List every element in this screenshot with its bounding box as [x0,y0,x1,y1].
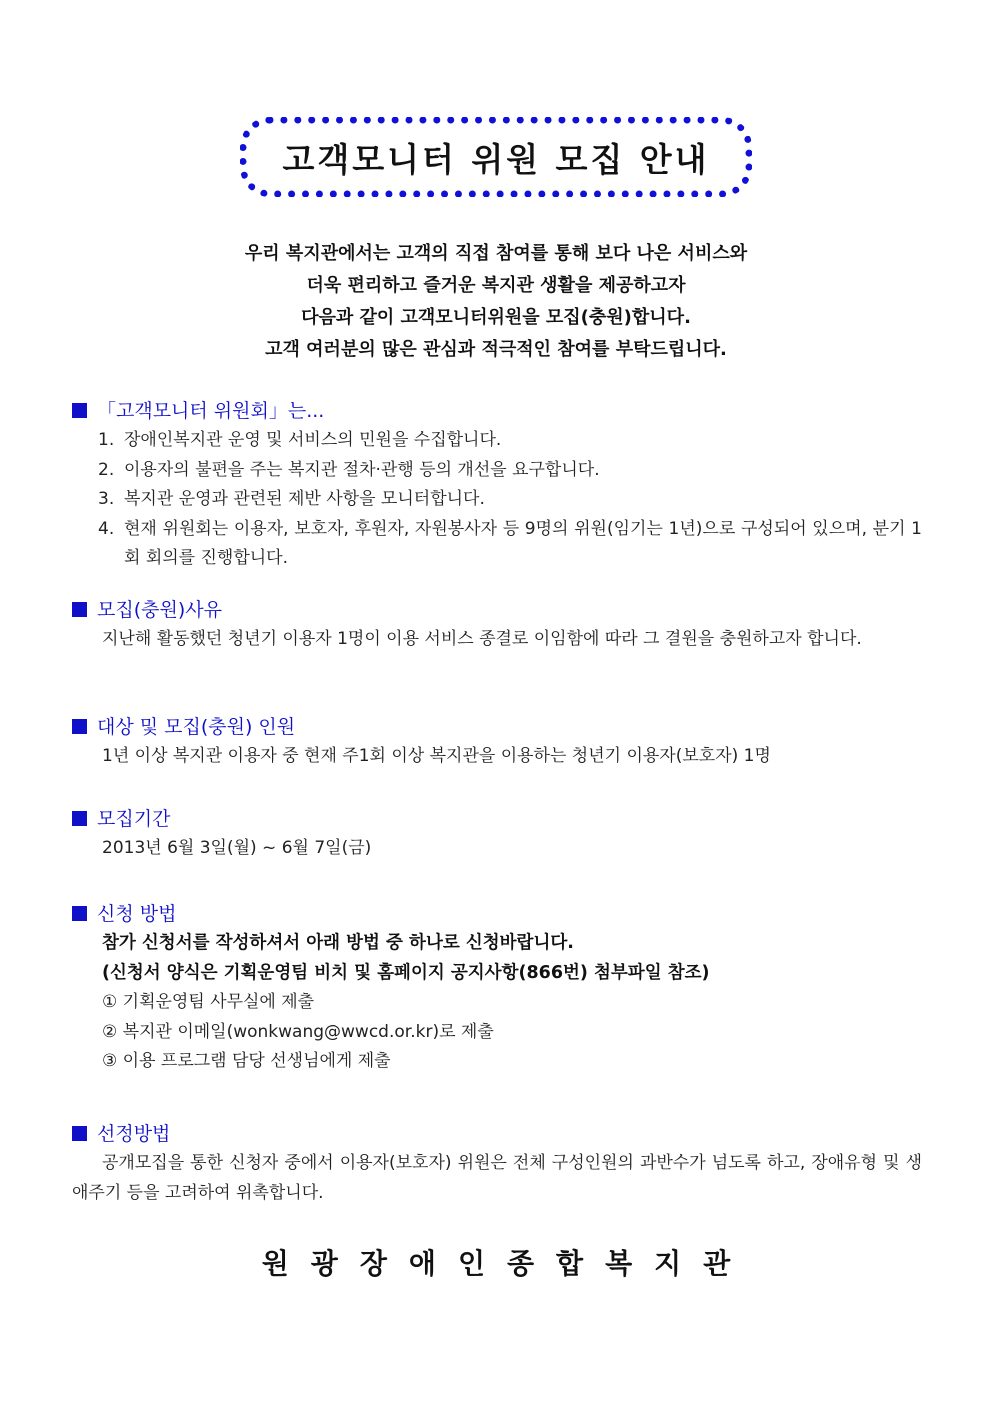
intro-line: 더욱 편리하고 즐거운 복지관 생활을 제공하고자 [306,275,686,296]
organization-name: 원광장애인종합복지관 [261,1247,753,1280]
square-bullet-icon [72,811,87,826]
list-item: 3. 복지관 운영과 관련된 제반 사항을 모니터합니다. [98,489,485,509]
selection-section [72,1119,922,1208]
method-option: ② 복지관 이메일(wonkwang@wwcd.or.kr)로 제출 [102,1021,494,1042]
page-title: 고객모니터 위원 모집 안내 [282,139,710,179]
section-heading: 선정방법 [72,1119,922,1149]
square-bullet-icon [72,719,87,734]
target-section [72,712,922,772]
committee-section [72,396,922,574]
section-heading: 모집기간 [72,804,922,834]
section-text: 2013년 6월 3일(월) ~ 6월 7일(금) [102,838,372,858]
list-item: 1. 장애인복지관 운영 및 서비스의 민원을 수집합니다. [98,430,502,450]
section-text: 1년 이상 복지관 이용자 중 현재 주1회 이상 복지관을 이용하는 청년기 이용자(보호자) 1명 [102,746,771,766]
section-heading: 신청 방법 [72,899,922,929]
intro-line: 다음과 같이 고객모니터위원을 모집(충원)합니다. [301,307,691,328]
period-section [72,804,922,864]
square-bullet-icon [72,403,87,418]
method-instruction: 참가 신청서를 작성하셔서 아래 방법 중 하나로 신청바랍니다. [102,933,574,953]
section-text: 지난해 활동했던 청년기 이용자 1명이 이용 서비스 종결로 이임함에 따라 그 결원을 충원하고자 합니다. [102,629,862,649]
list-item: 4. 현재 위원회는 이용자, 보호자, 후원자, 자원봉사자 등 9명의 위원(임기는 1년)으로 구성되어 있으며, 분기 1회 회의를 진행합니다. [98,518,922,568]
method-option: ① 기획운영팀 사무실에 제출 [102,992,315,1012]
method-note: (신청서 양식은 기획운영팀 비치 및 홈페이지 공지사항(866번) 첨부파일 참조) [102,962,710,983]
intro-paragraph [0,238,992,366]
section-heading: 「고객모니터 위원회」는... [72,396,922,426]
section-text: 공개모집을 통한 신청자 중에서 이용자(보호자) 위원은 전체 구성인원의 과반수가 넘도록 하고, 장애유형 및 생애주기 등을 고려하여 위촉합니다. [72,1153,922,1203]
method-option: ③ 이용 프로그램 담당 선생님에게 제출 [102,1051,391,1071]
square-bullet-icon [72,1126,87,1141]
reason-section [72,595,922,655]
list-item: 2. 이용자의 불편을 주는 복지관 절차·관행 등의 개선을 요구합니다. [98,459,600,480]
intro-line: 고객 여러분의 많은 관심과 적극적인 참여를 부탁드립니다. [265,339,727,360]
method-section [72,899,922,1077]
title-box [240,117,752,197]
square-bullet-icon [72,602,87,617]
intro-line: 우리 복지관에서는 고객의 직접 참여를 통해 보다 나은 서비스와 [244,243,748,264]
square-bullet-icon [72,906,87,921]
section-heading: 대상 및 모집(충원) 인원 [72,712,922,742]
section-heading: 모집(충원)사유 [72,595,922,625]
